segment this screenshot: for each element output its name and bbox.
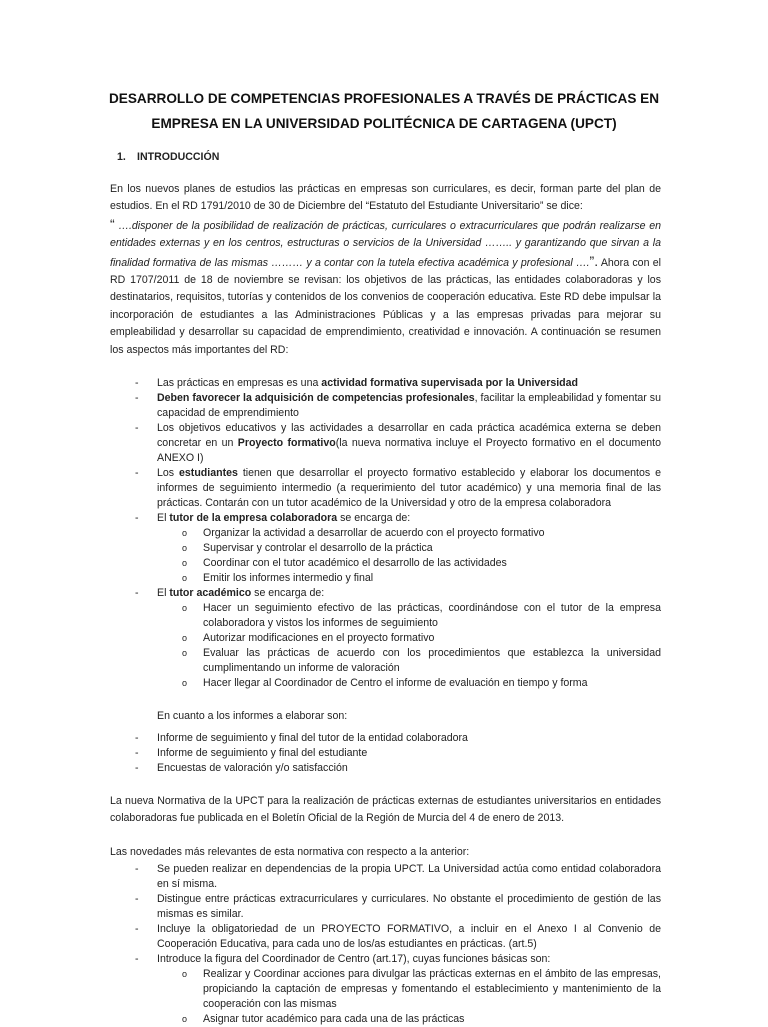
dash-bullet-icon: - bbox=[135, 467, 139, 480]
sub-list-item-text: Organizar la actividad a desarrollar de acuerdo con el proyecto formativo bbox=[203, 527, 545, 540]
list-item-text: Informe de seguimiento y final del estudiante bbox=[157, 747, 368, 760]
bold-text: tutor académico bbox=[169, 587, 252, 600]
sub-list bbox=[157, 967, 661, 1027]
bold-text: Proyecto formativo bbox=[237, 437, 336, 450]
quote-close: ”. bbox=[589, 252, 599, 269]
dash-bullet-icon: - bbox=[135, 512, 139, 525]
sub-list-item-text: Evaluar las prácticas de acuerdo con los procedimientos que establezca la universidad cumplimentando un informe de valoración bbox=[203, 647, 661, 675]
list-item-text: se encarga de: bbox=[251, 587, 325, 600]
circle-bullet-icon: o bbox=[182, 558, 188, 569]
after-quote-text: Ahora con el RD 1707/2011 de 18 de noviembre se revisan: los objetivos de las prácticas, las entidades colaboradoras y los destinatarios, requisitos, tutorías y contenidos de los convenios de cooperación educativa. Este RD debe impulsar la incorporación de estudiantes a las Administraciones Públicas y a las empresas privadas para mejorar su empleabilidad y desarrollar su capacidad de emprendimiento, creatividad e innovación. A continuación se resumen los aspectos más importantes del RD: bbox=[110, 256, 661, 356]
circle-bullet-icon: o bbox=[182, 573, 188, 584]
list-item-text: El bbox=[157, 587, 170, 600]
list-item-text: Incluye la obligatoriedad de un PROYECTO FORMATIVO, a incluir en el Anexo I al Convenio de Cooperación Educativa, para cada uno de los/as estudiantes en prácticas. (art.5) bbox=[157, 922, 661, 950]
list-item-text: Distingue entre prácticas extracurriculares y curriculares. No obstante el procedimiento de gestión de las mismas es similar. bbox=[157, 892, 661, 920]
bold-text: Deben favorecer la adquisición de competencias profesionales bbox=[157, 392, 475, 405]
circle-bullet-icon: o bbox=[182, 633, 188, 644]
title-line: DESARROLLO DE COMPETENCIAS PROFESIONALES A TRAVÉS DE PRÁCTICAS EN bbox=[108, 91, 660, 106]
section-number: 1. bbox=[117, 151, 126, 163]
list-item-text: , facilitar la empleabilidad y fomentar su capacidad de emprendimiento bbox=[157, 392, 661, 420]
circle-bullet-icon: o bbox=[182, 678, 188, 689]
sub-list-item bbox=[157, 571, 661, 586]
list-item bbox=[110, 761, 661, 776]
list-item bbox=[110, 421, 661, 466]
section-heading bbox=[117, 151, 219, 163]
list-item bbox=[110, 892, 661, 922]
normativa-paragraph: La nueva Normativa de la UPCT para la realización de prácticas externas de estudiantes universitarios en entidades colaboradoras fue publicada en el Boletín Oficial de la Región de Murcia del 4 de enero de 2013. bbox=[110, 795, 661, 825]
list-item-text: Introduce la figura del Coordinador de Centro (art.17), cuyas funciones básicas son: bbox=[157, 952, 551, 965]
list-item-text: El bbox=[157, 512, 170, 525]
dash-bullet-icon: - bbox=[135, 422, 139, 435]
sub-list-item-text: Emitir los informes intermedio y final bbox=[203, 572, 374, 585]
dash-bullet-icon: - bbox=[135, 587, 139, 600]
dash-bullet-icon: - bbox=[135, 862, 139, 875]
list-item-text: Encuestas de valoración y/o satisfacción bbox=[157, 762, 348, 775]
informes-list bbox=[110, 731, 661, 776]
list-item-text: (la nueva normativa incluye el Proyecto formativo en el documento ANEXO I) bbox=[157, 437, 661, 465]
list-item-text: Los objetivos educativos y las actividades a desarrollar en cada práctica académica externa se deben concretar en un bbox=[157, 422, 661, 450]
list-item bbox=[110, 922, 661, 952]
list-item-text: Informe de seguimiento y final del tutor de la entidad colaboradora bbox=[157, 732, 468, 745]
informes-intro: En cuanto a los informes a elaborar son: bbox=[157, 710, 348, 723]
sub-list-item bbox=[157, 601, 661, 631]
bold-text: estudiantes bbox=[179, 467, 238, 480]
sub-list-item bbox=[157, 541, 661, 556]
circle-bullet-icon: o bbox=[182, 603, 188, 614]
rd-aspects-list bbox=[110, 376, 661, 691]
sub-list-item bbox=[157, 526, 661, 541]
list-item bbox=[110, 731, 661, 746]
dash-bullet-icon: - bbox=[135, 732, 139, 745]
dash-bullet-icon: - bbox=[135, 762, 139, 775]
list-item bbox=[110, 511, 661, 586]
list-item bbox=[110, 466, 661, 511]
list-item-text: Se pueden realizar en dependencias de la propia UPCT. La Universidad actúa como entidad colaboradora en sí misma. bbox=[157, 862, 661, 890]
novedades-intro: Las novedades más relevantes de esta normativa con respecto a la anterior: bbox=[110, 846, 470, 859]
sub-list-item bbox=[157, 556, 661, 571]
list-item bbox=[110, 586, 661, 691]
bold-text: actividad formativa supervisada por la Universidad bbox=[321, 377, 578, 390]
list-item-text: tienen que desarrollar el proyecto formativo establecido y elaborar los documentos e informes de seguimiento intermedio (a requerimiento del tutor académico) y una memoria final de las prácticas. Contarán con un tutor académico de la Universidad y otro de la empresa colaboradora bbox=[157, 467, 661, 510]
list-item bbox=[110, 746, 661, 761]
dash-bullet-icon: - bbox=[135, 747, 139, 760]
list-item bbox=[110, 391, 661, 421]
intro-text: En los nuevos planes de estudios las prácticas en empresas son curriculares, es decir, forman parte del plan de estudios. En el RD 1791/2010 de 30 de Diciembre del “Estatuto del Estudiante Universitario” se dice: bbox=[110, 183, 661, 213]
bold-text: tutor de la empresa colaboradora bbox=[169, 512, 338, 525]
list-item-text: Los bbox=[157, 467, 180, 480]
document-body bbox=[110, 181, 661, 1027]
circle-bullet-icon: o bbox=[182, 968, 188, 979]
quote-text: ….disponer de la posibilidad de realización de prácticas, curriculares o extracurriculares que podrán realizarse en entidades externas y en los centros, estructuras o servicios de la Universidad …….. y garantizando que sirvan a la finalidad formativa de las mismas ……… y a contar con la tutela efectiva académica y profesional …. bbox=[110, 219, 661, 269]
circle-bullet-icon: o bbox=[182, 648, 188, 659]
list-item bbox=[110, 376, 661, 391]
dash-bullet-icon: - bbox=[135, 892, 139, 905]
list-item bbox=[110, 862, 661, 892]
list-item bbox=[110, 952, 661, 1027]
circle-bullet-icon: o bbox=[182, 1013, 188, 1024]
dash-bullet-icon: - bbox=[135, 392, 139, 405]
sub-list-item bbox=[157, 646, 661, 676]
dash-bullet-icon: - bbox=[135, 377, 139, 390]
section-title: INTRODUCCIÓN bbox=[137, 151, 220, 163]
sub-list-item-text: Hacer un seguimiento efectivo de las prácticas, coordinándose con el tutor de la empresa colaboradora y vistos los informes de seguimiento bbox=[203, 602, 661, 630]
sub-list bbox=[157, 526, 661, 586]
dash-bullet-icon: - bbox=[135, 922, 139, 935]
sub-list-item bbox=[157, 631, 661, 646]
sub-list-item-text: Supervisar y controlar el desarrollo de la práctica bbox=[203, 542, 433, 555]
title-line: EMPRESA EN LA UNIVERSIDAD POLITÉCNICA DE CARTAGENA (UPCT) bbox=[151, 116, 617, 131]
dash-bullet-icon: - bbox=[135, 952, 139, 965]
sub-list-item-text: Autorizar modificaciones en el proyecto formativo bbox=[203, 632, 435, 645]
list-item-text: Las prácticas en empresas es una bbox=[157, 377, 322, 390]
sub-list bbox=[157, 601, 661, 691]
novedades-list bbox=[110, 862, 661, 1027]
sub-list-item-text: Asignar tutor académico para cada una de las prácticas bbox=[203, 1012, 465, 1025]
intro-paragraph bbox=[110, 181, 661, 359]
sub-list-item-text: Coordinar con el tutor académico el desarrollo de las actividades bbox=[203, 557, 507, 570]
sub-list-item-text: Hacer llegar al Coordinador de Centro el informe de evaluación en tiempo y forma bbox=[203, 677, 588, 690]
circle-bullet-icon: o bbox=[182, 543, 188, 554]
sub-list-item-text: Realizar y Coordinar acciones para divulgar las prácticas externas en el ámbito de las empresas, propiciando la captación de empresas y fomentando el establecimiento y mantenimiento de la cooperación con las mismas bbox=[203, 967, 661, 1010]
sub-list-item bbox=[157, 676, 661, 691]
sub-list-item bbox=[157, 967, 661, 1012]
document-title bbox=[100, 86, 668, 136]
circle-bullet-icon: o bbox=[182, 528, 188, 539]
list-item-text: se encarga de: bbox=[337, 512, 411, 525]
sub-list-item bbox=[157, 1012, 661, 1027]
quote-open: “ bbox=[110, 215, 115, 232]
